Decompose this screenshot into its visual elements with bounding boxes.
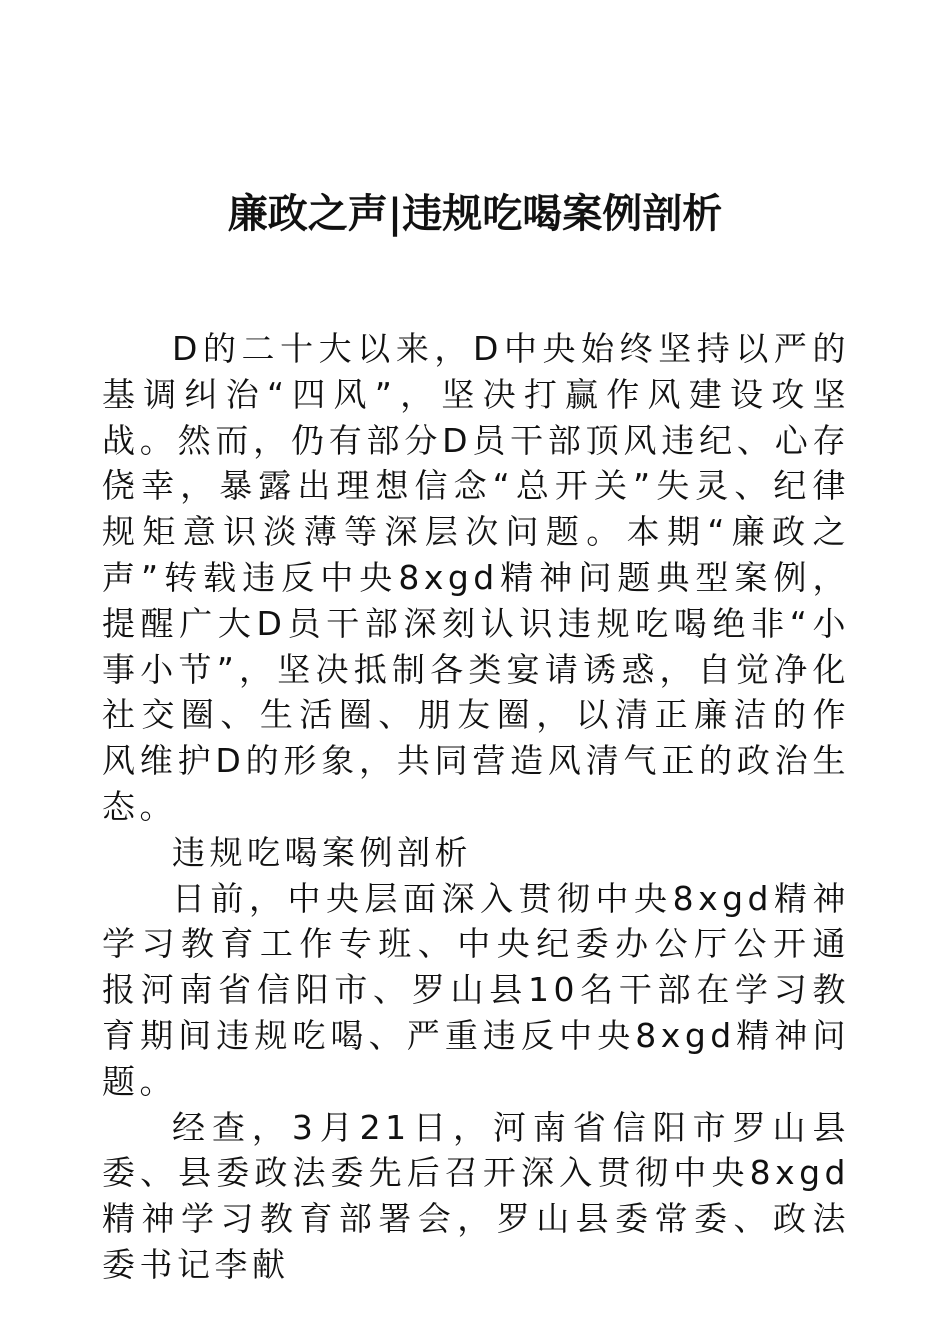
document-title: 廉政之声|违规吃喝案例剖析 — [227, 190, 723, 237]
paragraph-notice: 日前，中央层面深入贯彻中央8xgd精神学习教育工作专班、中央纪委办公厅公开通报河南省信阳市、罗山县10名干部在学习教育期间违规吃喝、严重违反中央8xgd精神问题。 — [102, 878, 850, 1101]
paragraph-investigation: 经查，3月21日，河南省信阳市罗山县委、县委政法委先后召开深入贯彻中央8xgd精神学习教育部署会，罗山县委常委、政法委书记李献 — [102, 1107, 850, 1284]
document-body — [102, 326, 850, 1288]
paragraph-section-heading: 违规吃喝案例剖析 — [172, 832, 472, 872]
paragraph-intro: D的二十大以来，D中央始终坚持以严的基调纠治“四风”，坚决打赢作风建设攻坚战。然而，仍有部分D员干部顶风违纪、心存侥幸，暴露出理想信念“总开关”失灵、纪律规矩意识淡薄等深层次问题。本期“廉政之声”转载违反中央8xgd精神问题典型案例，提醒广大D员干部深刻认识违规吃喝绝非“小事小节”，坚决抵制各类宴请诱惑，自觉净化社交圈、生活圈、朋友圈，以清正廉洁的作风维护D的形象，共同营造风清气正的政治生态。 — [102, 329, 850, 826]
